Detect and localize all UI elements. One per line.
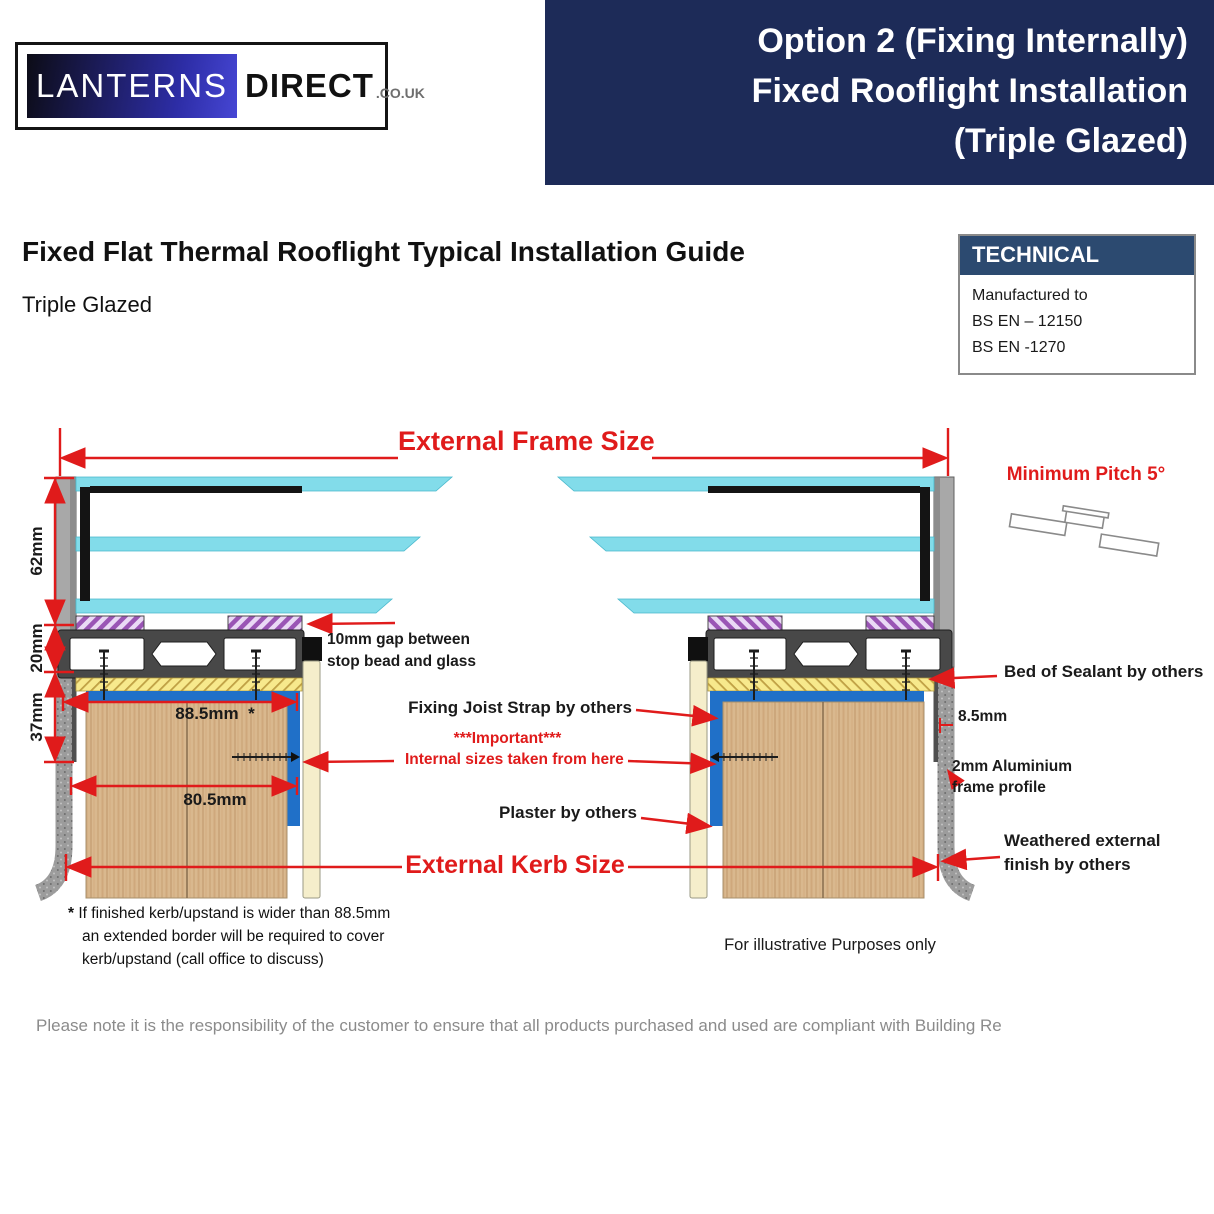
footnote-asterisk: * — [68, 905, 75, 922]
illustrative-note: For illustrative Purposes only — [724, 936, 936, 954]
plaster-label: Plaster by others — [499, 803, 637, 822]
right-section — [558, 477, 972, 898]
dim-88-5mm-label: 88.5mm * — [175, 704, 255, 723]
external-kerb-size-label: External Kerb Size — [405, 851, 625, 879]
dim-37mm-label: 37mm — [27, 692, 46, 742]
gap-note-label: 10mm gap between stop bead and glass — [327, 631, 477, 670]
external-frame-size-label: External Frame Size — [398, 426, 655, 456]
left-section — [38, 477, 452, 898]
compliance-disclaimer: Please note it is the responsibility of the customer to ensure that all products purchased and used are compliant with Building Re — [36, 1016, 1002, 1035]
banner-line-1: Option 2 (Fixing Internally) — [757, 22, 1188, 60]
technical-header: TECHNICAL — [960, 236, 1194, 275]
technical-line-2: BS EN – 12150 — [972, 313, 1083, 330]
weathered-finish-label: Weathered external finish by others — [1004, 831, 1161, 874]
dim-8-5mm-label: 8.5mm — [958, 708, 1008, 725]
kerb-footnote: * If finished kerb/upstand is wider than 88.5mm an extended border will be required to cover kerb/upstand (call office to discuss) — [68, 905, 391, 968]
dim-62mm-label: 62mm — [27, 526, 46, 576]
dim-80-5mm-label: 80.5mm — [183, 790, 247, 809]
fixing-joist-strap-label: Fixing Joist Strap by others — [408, 698, 632, 717]
technical-line-1: Manufactured to — [972, 287, 1088, 304]
aluminium-profile-label: 2mm Aluminium frame profile — [952, 758, 1072, 796]
logo-direct-text: DIRECT — [245, 67, 374, 104]
logo-couk-text: .CO.UK — [375, 85, 425, 101]
minimum-pitch-label: Minimum Pitch 5° — [1006, 464, 1166, 485]
banner-line-3: (Triple Glazed) — [953, 122, 1188, 160]
page-title: Fixed Flat Thermal Rooflight Typical Installation Guide — [22, 236, 745, 267]
internal-sizes-label: Internal sizes taken from here — [405, 751, 624, 768]
page-subtitle: Triple Glazed — [22, 292, 153, 317]
logo-lanterns-text: LANTERNS — [27, 54, 237, 118]
technical-line-3: BS EN -1270 — [972, 339, 1066, 356]
dim-20mm-label: 20mm — [27, 623, 46, 673]
banner-line-2: Fixed Rooflight Installation — [751, 72, 1188, 110]
minimum-pitch-icon — [1009, 498, 1163, 556]
important-label: ***Important*** — [453, 730, 562, 747]
bed-of-sealant-label: Bed of Sealant by others — [1004, 662, 1204, 681]
